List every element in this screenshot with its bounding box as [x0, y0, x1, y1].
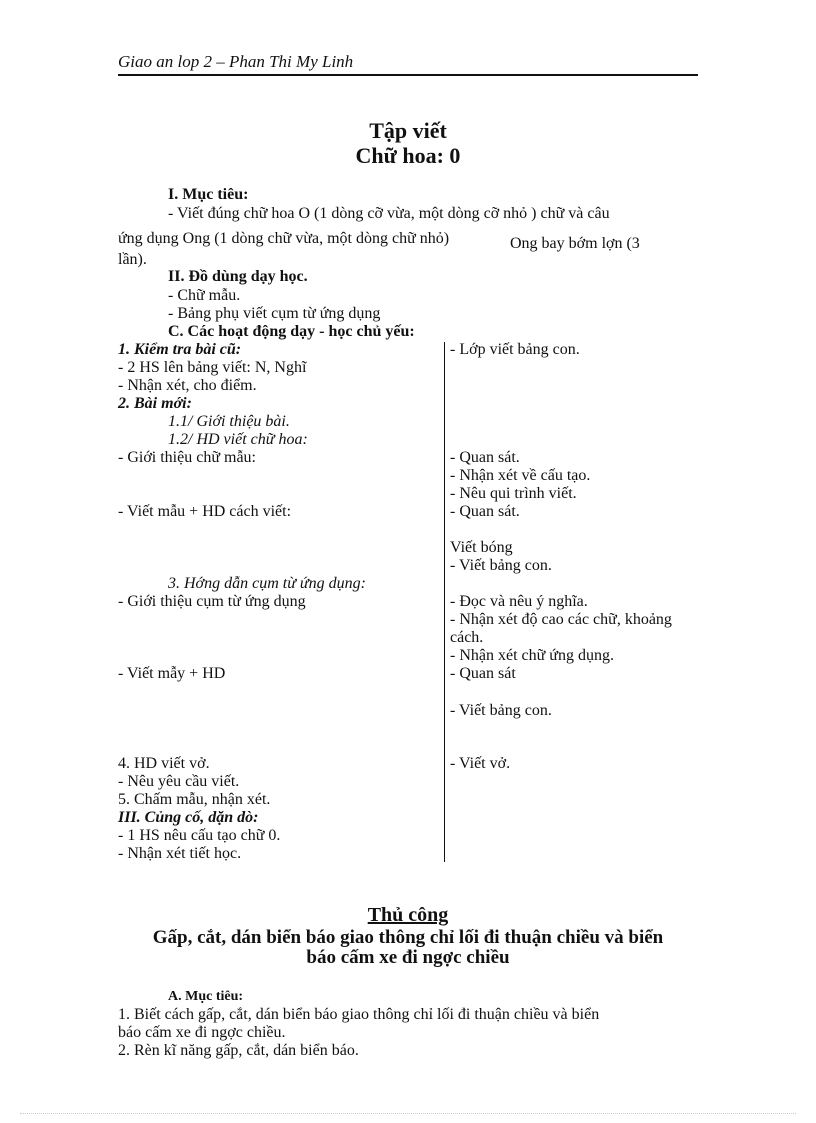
section-subtitle: báo cấm xe đi ngợc chiều: [306, 947, 510, 968]
right-item: - Viết bảng con.: [450, 557, 552, 574]
section-title: [0, 906, 816, 924]
column-divider: [444, 342, 445, 862]
right-item: - Quan sát.: [450, 449, 520, 466]
objectives-line: - Viết đúng chữ hoa O (1 dòng cỡ vừa, một dòng cỡ nhỏ ) chữ và câu: [168, 205, 610, 222]
page-bottom-edge: [20, 1113, 796, 1114]
left-item: - Giới thiệu cụm từ ứng dụng: [118, 593, 306, 610]
right-item: - Nhận xét độ cao các chữ, khoảng: [450, 611, 672, 628]
materials-heading: II. Đồ dùng dạy học.: [168, 268, 308, 285]
left-item: 1.2/ HD viết chữ hoa:: [168, 431, 308, 448]
left-item: - Giới thiệu chữ mẫu:: [118, 449, 256, 466]
left-item: - Nhận xét, cho điểm.: [118, 377, 257, 394]
activities-heading: C. Các hoạt động dạy - học chủ yếu:: [168, 323, 415, 340]
page-header: Giao an lop 2 – Phan Thi My Linh: [118, 52, 354, 71]
objectives-line: ứng dụng Ong (1 dòng chữ vừa, một dòng chữ nhỏ): [118, 230, 450, 247]
lesson-subtitle: Chữ hoa: 0: [355, 143, 461, 168]
materials-item: - Chữ mẫu.: [168, 287, 241, 304]
left-item: 5. Chấm mẫu, nhận xét.: [118, 791, 271, 808]
left-item: III. Củng cố, dặn dò:: [118, 809, 259, 826]
left-item: - Nêu yêu cầu viết.: [118, 773, 240, 790]
section-title-text: Thủ công: [367, 904, 449, 926]
objective-line: 1. Biết cách gấp, cắt, dán biển báo giao thông chỉ lối đi thuận chiều và biển: [118, 1006, 600, 1023]
right-item: - Nhận xét về cấu tạo.: [450, 467, 591, 484]
left-item: 2. Bài mới:: [118, 395, 192, 412]
left-item: 3. Hớng dẫn cụm từ ứng dụng:: [168, 575, 366, 592]
objective-line: 2. Rèn kĩ năng gấp, cắt, dán biển báo.: [118, 1042, 359, 1059]
materials-item: - Bảng phụ viết cụm từ ứng dụng: [168, 305, 381, 322]
objective-line: báo cấm xe đi ngợc chiều.: [118, 1024, 286, 1041]
left-item: 1. Kiểm tra bài cũ:: [118, 341, 242, 358]
objectives-line: Ong bay bớm lợn (3: [510, 235, 640, 252]
right-item: - Đọc và nêu ý nghĩa.: [450, 593, 588, 610]
left-item: - Viết mẫu + HD cách viết:: [118, 503, 292, 520]
right-item: - Nhận xét chữ ứng dụng.: [450, 647, 614, 664]
right-item: - Quan sát: [450, 665, 516, 682]
right-item: - Nêu qui trình viết.: [450, 485, 577, 502]
left-item: 1.1/ Giới thiệu bài.: [168, 413, 290, 430]
left-item: - 2 HS lên bảng viết: N, Nghĩ: [118, 359, 307, 376]
objectives-line: lần).: [118, 251, 147, 268]
objectives-heading: A. Mục tiêu:: [168, 989, 244, 1004]
section-subtitle: Gấp, cắt, dán biển báo giao thông chỉ lối đi thuận chiều và biển: [152, 927, 664, 948]
left-item: 4. HD viết vở.: [118, 755, 210, 772]
lesson-title: Tập viết: [369, 118, 447, 143]
left-item: - 1 HS nêu cấu tạo chữ 0.: [118, 827, 281, 844]
right-item: - Lớp viết bảng con.: [450, 341, 580, 358]
objectives-heading: I. Mục tiêu:: [168, 186, 249, 203]
right-item: Viết bóng: [450, 539, 513, 556]
left-item: - Nhận xét tiết học.: [118, 845, 242, 862]
left-item: - Viết mẫy + HD: [118, 665, 226, 682]
right-item: - Viết bảng con.: [450, 702, 552, 719]
header-rule: [118, 74, 698, 76]
right-item: - Viết vở.: [450, 755, 511, 772]
right-item: cách.: [450, 629, 484, 646]
right-item: - Quan sát.: [450, 503, 520, 520]
